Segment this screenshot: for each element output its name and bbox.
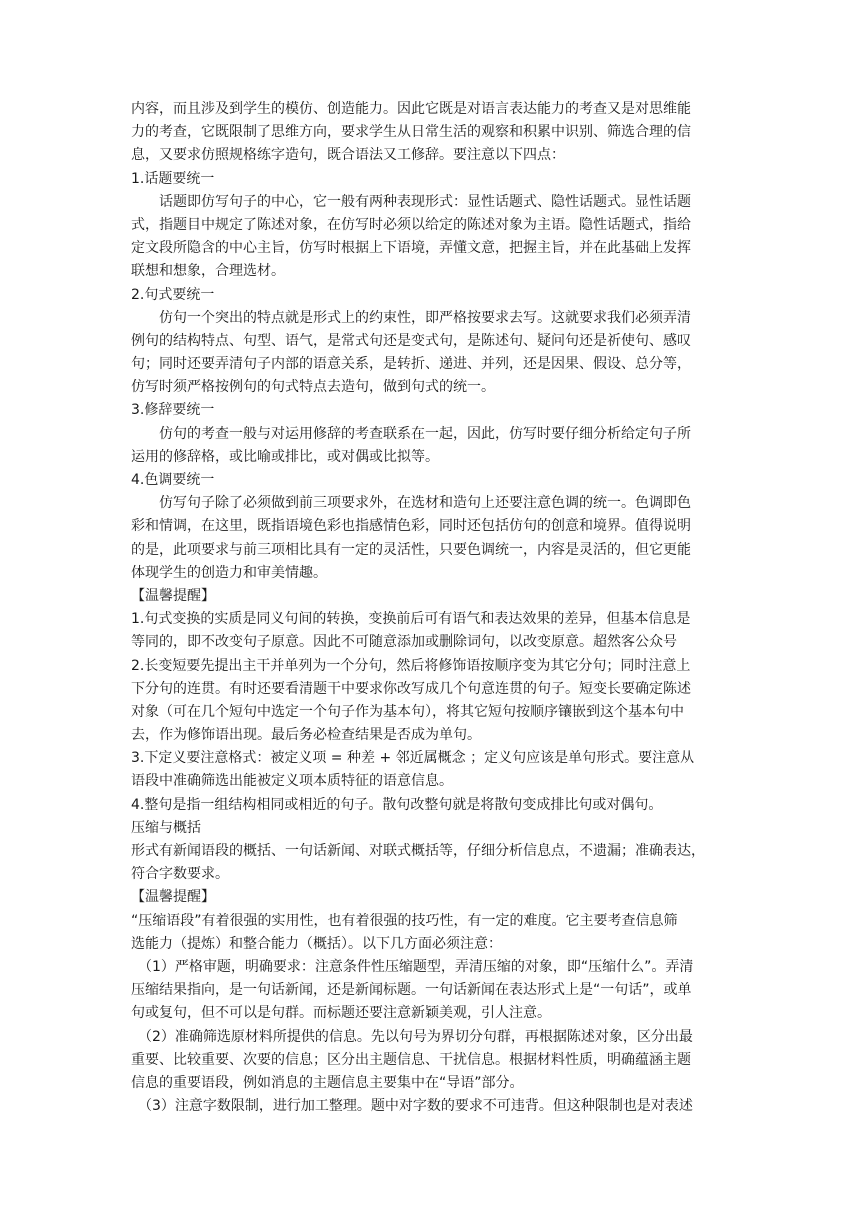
text-line: （3）注意字数限制，进行加工整理。题中对字数的要求不可违背。但这种限制也是对表述 bbox=[138, 1098, 693, 1115]
text-line: “压缩语段”有着很强的实用性，也有着很强的技巧性，有一定的难度。它主要考查信息筛 bbox=[131, 912, 678, 929]
text-line: 【温馨提醒】 bbox=[131, 587, 215, 604]
text-line: 对象（可在几个短句中选定一个句子作为基本句），将其它短句按顺序镶嵌到这个基本句中 bbox=[131, 703, 684, 720]
text-line: 仿句一个突出的特点就是形式上的约束性，即严格按要求去写。这就要求我们必须弄清 bbox=[159, 309, 691, 326]
text-line: 选能力（提炼）和整合能力（概括）。以下几方面必须注意： bbox=[131, 935, 502, 952]
text-line: 体现学生的创造力和审美情趣。 bbox=[131, 564, 327, 581]
text-line: 定文段所隐含的中心主旨，仿写时根据上下语境，弄懂文意，把握主旨，并在此基础上发挥 bbox=[131, 240, 691, 257]
text-line: 形式有新闻语段的概括、一句话新闻、对联式概括等，仔细分析信息点，不遗漏；准确表达， bbox=[131, 843, 705, 859]
text-line: 等同的，即不改变句子原意。因此不可随意添加或删除词句，以改变原意。超然客公众号 bbox=[131, 634, 677, 651]
text-line: 信息的重要语段，例如消息的主题信息主要集中在“导语”部分。 bbox=[131, 1074, 524, 1091]
text-line: 4.整句是指一组结构相同或相近的句子。散句改整句就是将散句变成排比句或对偶句。 bbox=[131, 796, 663, 813]
text-line: 压缩结果指向，是一句话新闻，还是新闻标题。一句话新闻在表达形式上是“一句话”，或单 bbox=[131, 982, 692, 999]
text-line: 彩和情调，在这里，既指语境色彩也指感情色彩，同时还包括仿句的创意和境界。值得说明 bbox=[131, 518, 691, 535]
text-line: 仿句的考查一般与对运用修辞的考查联系在一起，因此，仿写时要仔细分析给定句子所 bbox=[159, 425, 691, 442]
text-line: 的是，此项要求与前三项相比具有一定的灵活性，只要色调统一，内容是灵活的，但它更能 bbox=[131, 541, 691, 558]
text-line: 内容，而且涉及到学生的模仿、创造能力。因此它既是对语言表达能力的考查又是对思维能 bbox=[131, 101, 691, 117]
text-line: 3.下定义要注意格式：被定义项 = 种差 + 邻近属概念 ；定义句应该是单句形式。要注意从 bbox=[131, 750, 695, 767]
text-line: 句或复句，但不可以是句群。而标题还要注意新颖美观，引人注意。 bbox=[131, 1005, 551, 1022]
text-line: 1.话题要统一 bbox=[131, 170, 215, 187]
text-line: 4.色调要统一 bbox=[131, 472, 215, 488]
text-line: 去，作为修饰语出现。最后务必检查结果是否成为单句。 bbox=[131, 727, 481, 744]
text-line: （2）准确筛选原材料所提供的信息。先以句号为界切分句群，再根据陈述对象，区分出最 bbox=[138, 1028, 693, 1045]
text-line: 【温馨提醒】 bbox=[131, 889, 215, 906]
text-line: 1.句式变换的实质是同义句间的转换，变换前后可有语气和表达效果的差异，但基本信息是 bbox=[131, 611, 691, 628]
text-line: 符合字数要求。 bbox=[131, 866, 229, 883]
text-line: 联想和想象，合理选材。 bbox=[131, 263, 285, 280]
text-line: 下分句的连贯。有时还要看清题干中要求你改写成几个句意连贯的句子。短变长要确定陈述 bbox=[131, 680, 691, 697]
text-line: 例句的结构特点、句型、语气，是常式句还是变式句，是陈述句、疑问句还是祈使句、感叹 bbox=[131, 332, 691, 349]
text-line: 仿写时须严格按例句的句式特点去造句，做到句式的统一。 bbox=[131, 379, 495, 396]
text-line: 仿写句子除了必须做到前三项要求外，在选材和造句上还要注意色调的统一。色调即色 bbox=[159, 495, 691, 512]
text-line: 句；同时还要弄清句子内部的语意关系，是转折、递进、并列，还是因果、假设、总分等， bbox=[131, 356, 691, 373]
text-line: 话题即仿写句子的中心，它一般有两种表现形式：显性话题式、隐性话题式。显性话题 bbox=[159, 193, 691, 210]
document-page bbox=[131, 98, 731, 1118]
text-line: 运用的修辞格，或比喻或排比，或对偶或比拟等。 bbox=[131, 448, 439, 465]
text-line: 语段中准确筛选出能被定义项本质特征的语意信息。 bbox=[131, 773, 453, 790]
text-line: （1）严格审题，明确要求：注意条件性压缩题型，弄清压缩的对象，即“压缩什么”。弄清 bbox=[138, 958, 694, 975]
text-line: 3.修辞要统一 bbox=[131, 402, 215, 419]
text-line: 压缩与概括 bbox=[131, 819, 201, 836]
text-line: 2.句式要统一 bbox=[131, 286, 215, 303]
text-line: 力的考查，它既限制了思维方向，要求学生从日常生活的观察和积累中识别、筛选合理的信 bbox=[131, 124, 691, 141]
text-line: 重要、比较重要、次要的信息；区分出主题信息、干扰信息。根据材料性质，明确蕴涵主题 bbox=[131, 1051, 691, 1068]
text-line: 息，又要求仿照规格练字造句，既合语法又工修辞。要注意以下四点： bbox=[131, 147, 565, 164]
text-line: 2.长变短要先提出主干并单列为一个分句，然后将修饰语按顺序变为其它分句；同时注意上 bbox=[131, 657, 691, 674]
text-line: 式，指题目中规定了陈述对象，在仿写时必须以给定的陈述对象为主语。隐性话题式，指给 bbox=[131, 216, 691, 233]
